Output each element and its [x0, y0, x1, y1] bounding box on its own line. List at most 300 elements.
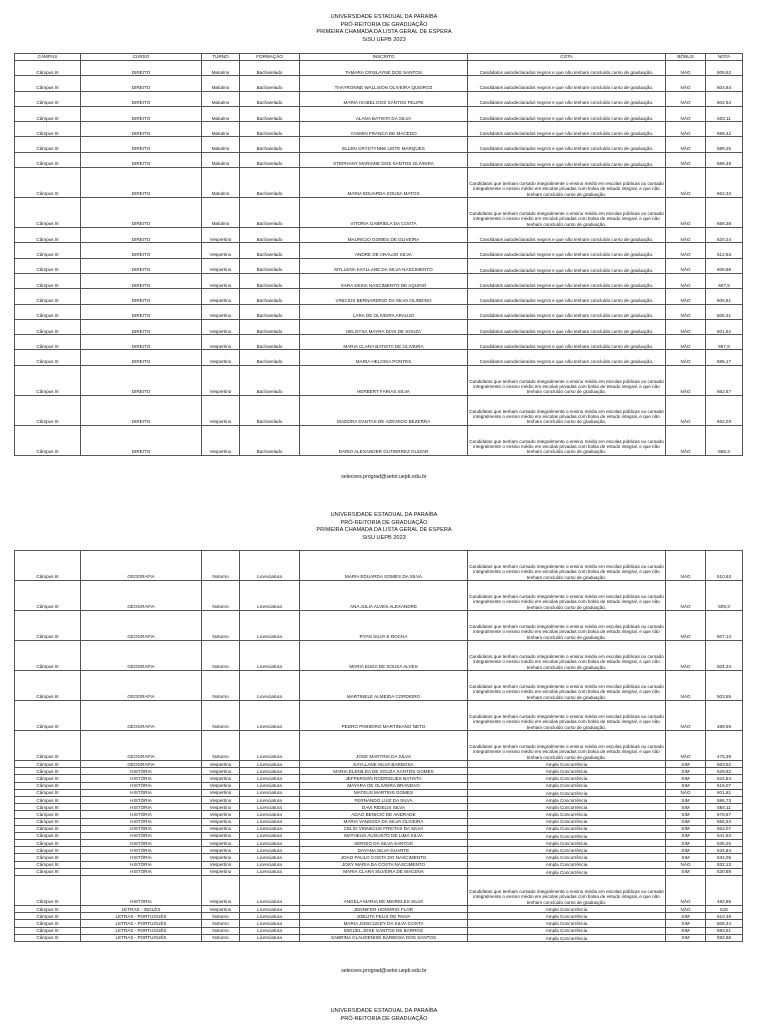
nota-cell: 535,25	[706, 840, 743, 847]
table-row	[15, 811, 743, 818]
curso-cell: DIREITO	[81, 425, 202, 455]
campus-cell: Câmpus III	[15, 761, 81, 768]
bonus-cell: NÃO	[666, 876, 706, 906]
formacao-cell: Licenciatura	[240, 876, 300, 906]
inscrito-cell: KAYLLANE SILVA BARBOSA	[300, 761, 468, 768]
table-row	[15, 91, 743, 106]
inscrito-cell: ISADORA DANTAS DE AZEVEDO BEZERRA	[300, 395, 468, 425]
bonus-cell: NÃO	[666, 273, 706, 288]
table-row	[15, 152, 743, 167]
inscrito-cell: MARIA VANESSA DA SILVA OLIVEIRA	[300, 818, 468, 825]
inscrito-cell: ANGELA MARIA DE MEIRELES SILVA	[300, 876, 468, 906]
campus-cell: Câmpus III	[15, 106, 81, 121]
cota-cell: Candidatos autodeclarados negros e que não tenham concluído curso de graduação.	[468, 61, 666, 76]
inscrito-cell: RYAN SILVA E ROCHA	[300, 611, 468, 641]
nota-cell: 608,44	[706, 920, 743, 927]
inscrito-cell: SABRINA CLAUDENISE BARBOSA DOS SANTOS	[300, 934, 468, 941]
curso-cell: DIREITO	[81, 335, 202, 350]
inscrito-cell: FERNANDO LUIZ DA SILVA	[300, 796, 468, 803]
curso-cell: GEOGRAFIA	[81, 731, 202, 761]
turno-cell: Vespertino	[202, 804, 240, 811]
bonus-cell: NÃO	[666, 395, 706, 425]
table-row	[15, 611, 743, 641]
nota-cell: 515	[706, 906, 743, 913]
bonus-cell: NÃO	[666, 137, 706, 152]
formacao-cell: Bacharelado	[240, 289, 300, 304]
table-row	[15, 319, 743, 334]
curso-cell: HISTÓRIA	[81, 768, 202, 775]
bonus-cell: SIM	[666, 934, 706, 941]
inscrito-cell: ELLEN CRYSTYNNE LEITE MARQUES	[300, 137, 468, 152]
inscrito-cell: MARIA HELOISA PONTES	[300, 350, 468, 365]
inscrito-cell: MARIA CLARA SILVEIRA DE MACENA	[300, 868, 468, 875]
campus-cell: Câmpus III	[15, 137, 81, 152]
curso-cell: DIREITO	[81, 198, 202, 228]
inscrito-cell: MAURICIO GOMES DE OLIVEIRA	[300, 228, 468, 243]
bonus-cell: NÃO	[666, 228, 706, 243]
nota-cell: 662,03	[706, 395, 743, 425]
cota-cell: Ampla Concorrência	[468, 775, 666, 782]
formacao-cell: Bacharelado	[240, 137, 300, 152]
curso-cell: HISTÓRIA	[81, 825, 202, 832]
bonus-cell: NÃO	[666, 304, 706, 319]
formacao-cell: Bacharelado	[240, 106, 300, 121]
table-header-row	[15, 54, 743, 61]
table-row	[15, 289, 743, 304]
turno-cell: Noturno	[202, 671, 240, 701]
turno-cell: Vespertino	[202, 258, 240, 273]
turno-cell: Matutino	[202, 152, 240, 167]
formacao-cell: Bacharelado	[240, 91, 300, 106]
table-row	[15, 731, 743, 761]
nota-cell: 504,34	[706, 641, 743, 671]
curso-cell: DIREITO	[81, 350, 202, 365]
inscrito-cell: JOSE MARTINS DA SILVA	[300, 731, 468, 761]
bonus-cell: SIM	[666, 840, 706, 847]
bonus-cell: NÃO	[666, 425, 706, 455]
cota-cell: Ampla Concorrência	[468, 840, 666, 847]
inscrito-cell: VITORIA GABRIELA DA COSTA	[300, 198, 468, 228]
curso-cell: DIREITO	[81, 122, 202, 137]
formacao-cell: Licenciatura	[240, 927, 300, 934]
table-row	[15, 273, 743, 288]
inscrito-cell: MARIA ISABEL DOS SANTOS FELIPE	[300, 91, 468, 106]
inscrito-cell: STEPHANY MARIANE DOS SANTOS OLIVEIRA	[300, 152, 468, 167]
table-row	[15, 641, 743, 671]
inscrito-cell: MARTINELE ALMEIDA CORDEIRO	[300, 671, 468, 701]
turno-cell: Vespertino	[202, 228, 240, 243]
nota-cell: 475,39	[706, 731, 743, 761]
university-name: UNIVERSIDADE ESTADUAL DA PARAÍBA	[330, 1008, 438, 1014]
cota-cell: Candidatos autodeclarados negros e que não tenham concluído curso de graduação.	[468, 122, 666, 137]
cota-cell: Ampla Concorrência	[468, 854, 666, 861]
campus-cell: Câmpus III	[15, 811, 81, 818]
campus-cell: Câmpus III	[15, 258, 81, 273]
campus-cell: Câmpus III	[15, 425, 81, 455]
cota-cell: Candidatos autodeclarados negros e que não tenham concluído curso de graduação.	[468, 91, 666, 106]
bonus-cell: NÃO	[666, 581, 706, 611]
formacao-cell: Bacharelado	[240, 61, 300, 76]
inscrito-cell: ADAO BENICIO DE ANDRADE	[300, 811, 468, 818]
inscrito-cell: JEFFERSON RODRIGUES BATISTA	[300, 775, 468, 782]
inscrito-cell: SERGIO DA SILVA SANTOS	[300, 840, 468, 847]
turno-cell: Matutino	[202, 91, 240, 106]
curso-cell: LETRAS - PORTUGUÊS	[81, 920, 202, 927]
bonus-cell: SIM	[666, 768, 706, 775]
campus-cell: Câmpus III	[15, 122, 81, 137]
campus-cell: Câmpus III	[15, 198, 81, 228]
table-row	[15, 796, 743, 803]
curso-cell: HISTÓRIA	[81, 796, 202, 803]
column-header-campus: CÂMPUS	[15, 54, 81, 61]
turno-cell: Vespertino	[202, 425, 240, 455]
inscrito-cell: ALANA BATISTA DA SILVA	[300, 106, 468, 121]
table-row	[15, 789, 743, 796]
turno-cell: Vespertino	[202, 319, 240, 334]
inscrito-cell: LARA DE OLIVEIRA ARAUJO	[300, 304, 468, 319]
formacao-cell: Licenciatura	[240, 551, 300, 581]
nota-cell: 603,11	[706, 106, 743, 121]
cota-cell: Candidatos autodeclarados negros e que não tenham concluído curso de graduação.	[468, 258, 666, 273]
curso-cell: HISTÓRIA	[81, 811, 202, 818]
nota-cell: 489,69	[706, 701, 743, 731]
campus-cell: Câmpus III	[15, 920, 81, 927]
bonus-cell: NÃO	[666, 243, 706, 258]
curso-cell: LETRAS - INGLÊS	[81, 906, 202, 913]
campus-cell: Câmpus III	[15, 671, 81, 701]
cota-cell: Candidatos que tenham cursado integralmente o ensino médio em escolas públicas ou cursado integralmente o ensino médio em escolas privadas com bolsa de estudo integral, e que não tenham concluído curso de graduação.	[468, 365, 666, 395]
table-row	[15, 768, 743, 775]
campus-cell: Câmpus III	[15, 775, 81, 782]
formacao-cell: Bacharelado	[240, 76, 300, 91]
curso-cell: HISTÓRIA	[81, 832, 202, 839]
cota-cell: Candidatos que tenham cursado integralmente o ensino médio em escolas públicas ou cursado integralmente o ensino médio em escolas privadas com bolsa de estudo integral, e que não tenham concluído curso de graduação.	[468, 425, 666, 455]
bonus-cell: SIM	[666, 927, 706, 934]
page-header-1	[0, 14, 768, 44]
bonus-cell: NÃO	[666, 91, 706, 106]
table-row	[15, 920, 743, 927]
campus-cell: Câmpus III	[15, 289, 81, 304]
cota-cell: Ampla Concorrência	[468, 832, 666, 839]
inscrito-cell: TAMARA CRISLAYNE DOS SANTOS	[300, 61, 468, 76]
inscrito-cell: CELIO VINNICIUS FREITAS DA SILVA	[300, 825, 468, 832]
campus-cell: Câmpus III	[15, 854, 81, 861]
bonus-cell: SIM	[666, 775, 706, 782]
table-row	[15, 106, 743, 121]
table-row	[15, 304, 743, 319]
turno-cell: Matutino	[202, 76, 240, 91]
formacao-cell: Bacharelado	[240, 152, 300, 167]
formacao-cell: Bacharelado	[240, 425, 300, 455]
table-row	[15, 168, 743, 198]
cota-cell: Ampla Concorrência	[468, 782, 666, 789]
formacao-cell: Bacharelado	[240, 395, 300, 425]
page-header-3	[0, 1008, 768, 1023]
nota-cell: 584,11	[706, 804, 743, 811]
bonus-cell: NÃO	[666, 289, 706, 304]
curso-cell: HISTÓRIA	[81, 854, 202, 861]
cota-cell: Ampla Concorrência	[468, 811, 666, 818]
campus-cell: Câmpus III	[15, 818, 81, 825]
inscrito-cell: DAVI RIDELIS SILVA	[300, 804, 468, 811]
table-row	[15, 258, 743, 273]
formacao-cell: Licenciatura	[240, 811, 300, 818]
cota-cell: Candidatos que tenham cursado integralmente o ensino médio em escolas públicas ou cursado integralmente o ensino médio em escolas privadas com bolsa de estudo integral, e que não tenham concluído curso de graduação.	[468, 701, 666, 731]
table-row	[15, 906, 743, 913]
turno-cell: Vespertino	[202, 789, 240, 796]
inscrito-cell: YASMIN FRANCA DE MACEDO	[300, 122, 468, 137]
cota-cell: Ampla Concorrência	[468, 789, 666, 796]
nota-cell: 534,06	[706, 854, 743, 861]
turno-cell: Noturno	[202, 913, 240, 920]
bonus-cell: NÃO	[666, 258, 706, 273]
formacao-cell: Licenciatura	[240, 920, 300, 927]
campus-cell: Câmpus III	[15, 304, 81, 319]
cota-cell: Candidatos que tenham cursado integralmente o ensino médio em escolas públicas ou cursado integralmente o ensino médio em escolas privadas com bolsa de estudo integral, e que não tenham concluído curso de graduação.	[468, 876, 666, 906]
table-row	[15, 395, 743, 425]
inscrito-cell: MATHEUS AUGUSTO DE LIMA SILVA	[300, 832, 468, 839]
inscrito-cell: MARIA CLARA BATISTA DE OLIVEIRA	[300, 335, 468, 350]
curso-cell: GEOGRAFIA	[81, 701, 202, 731]
formacao-cell: Licenciatura	[240, 782, 300, 789]
formacao-cell: Licenciatura	[240, 825, 300, 832]
curso-cell: DIREITO	[81, 304, 202, 319]
inscrito-cell: JOSY MARIA DA COSTA NASCIMENTO	[300, 861, 468, 868]
campus-cell: Câmpus III	[15, 832, 81, 839]
cota-cell: Candidatos autodeclarados negros e que não tenham concluído curso de graduação.	[468, 319, 666, 334]
bonus-cell: NÃO	[666, 122, 706, 137]
turno-cell: Vespertino	[202, 768, 240, 775]
campus-cell: Câmpus III	[15, 273, 81, 288]
program-name: SiSU UEPB 2023	[362, 36, 406, 43]
curso-cell: DIREITO	[81, 137, 202, 152]
inscrito-cell: THAYRONNE WALLISON OLIVEIRA QUEIROZ	[300, 76, 468, 91]
inscrito-cell: MYLLENA KAYLLANE DA SILVA NASCIMENTO	[300, 258, 468, 273]
campus-cell: Câmpus III	[15, 551, 81, 581]
nota-cell: 604,64	[706, 91, 743, 106]
formacao-cell: Licenciatura	[240, 804, 300, 811]
campus-cell: Câmpus III	[15, 350, 81, 365]
campus-cell: Câmpus III	[15, 861, 81, 868]
table-row	[15, 825, 743, 832]
turno-cell: Vespertino	[202, 876, 240, 906]
bonus-cell: NÃO	[666, 701, 706, 731]
turno-cell: Vespertino	[202, 811, 240, 818]
inscrito-cell: MARIA EUDA DE SOUSA ALVES	[300, 641, 468, 671]
formacao-cell: Bacharelado	[240, 228, 300, 243]
table-row	[15, 581, 743, 611]
curso-cell: DIREITO	[81, 106, 202, 121]
formacao-cell: Bacharelado	[240, 198, 300, 228]
campus-cell: Câmpus III	[15, 152, 81, 167]
campus-cell: Câmpus III	[15, 868, 81, 875]
nota-cell: 578,67	[706, 811, 743, 818]
university-name: UNIVERSIDADE ESTADUAL DA PARAÍBA	[330, 512, 438, 518]
bonus-cell: SIM	[666, 825, 706, 832]
department-name: PRÓ-REITORIA DE GRADUAÇÃO	[340, 1015, 428, 1022]
cota-cell: Candidatos autodeclarados negros e que não tenham concluído curso de graduação.	[468, 350, 666, 365]
nota-cell: 662,67	[706, 365, 743, 395]
nota-cell: 556,63	[706, 818, 743, 825]
bonus-cell: NÃO	[666, 61, 706, 76]
formacao-cell: Licenciatura	[240, 611, 300, 641]
cota-cell: Ampla Concorrência	[468, 761, 666, 768]
bonus-cell: NÃO	[666, 319, 706, 334]
formacao-cell: Licenciatura	[240, 854, 300, 861]
curso-cell: GEOGRAFIA	[81, 611, 202, 641]
inscrito-cell: DARIO ALEXANDER GUTIERREZ GUIZAR	[300, 425, 468, 455]
formacao-cell: Bacharelado	[240, 122, 300, 137]
curso-cell: HISTÓRIA	[81, 818, 202, 825]
campus-cell: Câmpus III	[15, 701, 81, 731]
bonus-cell: NÃO	[666, 76, 706, 91]
cota-cell: Candidatos autodeclarados negros e que não tenham concluído curso de graduação.	[468, 106, 666, 121]
table-row	[15, 701, 743, 731]
turno-cell: Noturno	[202, 920, 240, 927]
turno-cell: Vespertino	[202, 775, 240, 782]
nota-cell: 608,86	[706, 258, 743, 273]
formacao-cell: Bacharelado	[240, 335, 300, 350]
curso-cell: HISTÓRIA	[81, 861, 202, 868]
nota-cell: 609,62	[706, 61, 743, 76]
campus-cell: Câmpus III	[15, 840, 81, 847]
inscrito-cell: JOAO PAULO COSTA DO NASCIMENTO	[300, 854, 468, 861]
cota-cell: Ampla Concorrência	[468, 847, 666, 854]
turno-cell: Noturno	[202, 731, 240, 761]
turno-cell: Vespertino	[202, 825, 240, 832]
table-row	[15, 243, 743, 258]
turno-cell: Noturno	[202, 551, 240, 581]
inscrito-cell: SARA KESIA NASCIMENTO DE AQUINO	[300, 273, 468, 288]
inscrito-cell: ANA JULIA ALVES ALEXANDRE	[300, 581, 468, 611]
turno-cell: Matutino	[202, 122, 240, 137]
table-row	[15, 782, 743, 789]
cota-cell: Candidatos autodeclarados negros e que não tenham concluído curso de graduação.	[468, 289, 666, 304]
table-row	[15, 137, 743, 152]
cota-cell: Ampla Concorrência	[468, 768, 666, 775]
turno-cell: Vespertino	[202, 832, 240, 839]
cota-cell: Candidatos autodeclarados negros e que não tenham concluído curso de graduação.	[468, 304, 666, 319]
turno-cell: Noturno	[202, 611, 240, 641]
inscrito-cell: HELOYSA MAYRA DIAS DE SOUZA	[300, 319, 468, 334]
bonus-cell: SIM	[666, 796, 706, 803]
formacao-cell: Bacharelado	[240, 243, 300, 258]
curso-cell: DIREITO	[81, 168, 202, 198]
turno-cell: Vespertino	[202, 761, 240, 768]
cota-cell: Ampla Concorrência	[468, 927, 666, 934]
cota-cell: Ampla Concorrência	[468, 804, 666, 811]
formacao-cell: Bacharelado	[240, 258, 300, 273]
bonus-cell: NÃO	[666, 168, 706, 198]
nota-cell: 593,51	[706, 927, 743, 934]
formacao-cell: Licenciatura	[240, 671, 300, 701]
bonus-cell: NÃO	[666, 611, 706, 641]
campus-cell: Câmpus III	[15, 927, 81, 934]
campus-cell: Câmpus III	[15, 804, 81, 811]
curso-cell: HISTÓRIA	[81, 847, 202, 854]
cota-cell: Candidatos que tenham cursado integralmente o ensino médio em escolas públicas ou cursado integralmente o ensino médio em escolas privadas com bolsa de estudo integral, e que não tenham concluído curso de graduação.	[468, 168, 666, 198]
nota-cell: 534,84	[706, 847, 743, 854]
curso-cell: GEOGRAFIA	[81, 671, 202, 701]
turno-cell: Vespertino	[202, 796, 240, 803]
turno-cell: Vespertino	[202, 335, 240, 350]
bonus-cell: SIM	[666, 920, 706, 927]
inscrito-cell: MIGUEL JOSE SANTOS DE BARROS	[300, 927, 468, 934]
column-header-bonus: BÔNUS	[666, 54, 706, 61]
table-row	[15, 335, 743, 350]
formacao-cell: Licenciatura	[240, 868, 300, 875]
column-header-inscrito: INSCRITO	[300, 54, 468, 61]
campus-cell: Câmpus III	[15, 913, 81, 920]
campus-cell: Câmpus III	[15, 731, 81, 761]
cota-cell: Candidatos autodeclarados negros e que não tenham concluído curso de graduação.	[468, 273, 666, 288]
table-row	[15, 122, 743, 137]
turno-cell: Vespertino	[202, 243, 240, 258]
curso-cell: LETRAS - PORTUGUÊS	[81, 934, 202, 941]
curso-cell: DIREITO	[81, 289, 202, 304]
curso-cell: DIREITO	[81, 228, 202, 243]
bonus-cell: NÃO	[666, 731, 706, 761]
bonus-cell: SIM	[666, 804, 706, 811]
university-name: UNIVERSIDADE ESTADUAL DA PARAÍBA	[330, 14, 438, 20]
cota-cell: Candidatos que tenham cursado integralmente o ensino médio em escolas públicas ou cursado integralmente o ensino médio em escolas privadas com bolsa de estudo integral, e que não tenham concluído curso de graduação.	[468, 641, 666, 671]
formacao-cell: Licenciatura	[240, 761, 300, 768]
curso-cell: DIREITO	[81, 91, 202, 106]
formacao-cell: Licenciatura	[240, 861, 300, 868]
department-name: PRÓ-REITORIA DE GRADUAÇÃO	[340, 21, 428, 28]
table-row	[15, 61, 743, 76]
table-row	[15, 671, 743, 701]
table-row	[15, 847, 743, 854]
cota-cell: Ampla Concorrência	[468, 920, 666, 927]
bonus-cell: SIM	[666, 782, 706, 789]
nota-cell: 482,85	[706, 876, 743, 906]
cota-cell: Candidatos que tenham cursado integralmente o ensino médio em escolas públicas ou cursado integralmente o ensino médio em escolas privadas com bolsa de estudo integral, e que não tenham concluído curso de graduação.	[468, 611, 666, 641]
inscrito-cell: MATEUS MARTINS GOMES	[300, 789, 468, 796]
inscrito-cell: MARIA EDUARDA GOMES DA SILVA	[300, 551, 468, 581]
nota-cell: 509,3	[706, 581, 743, 611]
formacao-cell: Licenciatura	[240, 768, 300, 775]
cota-cell: Candidatos que tenham cursado integralmente o ensino médio em escolas públicas ou cursado integralmente o ensino médio em escolas privadas com bolsa de estudo integral, e que não tenham concluído curso de graduação.	[468, 581, 666, 611]
campus-cell: Câmpus III	[15, 365, 81, 395]
turno-cell: Vespertino	[202, 818, 240, 825]
table-row	[15, 861, 743, 868]
nota-cell: 601,81	[706, 789, 743, 796]
turno-cell: Noturno	[202, 641, 240, 671]
cota-cell: Ampla Concorrência	[468, 861, 666, 868]
campus-cell: Câmpus III	[15, 847, 81, 854]
turno-cell: Matutino	[202, 198, 240, 228]
program-name: SiSU UEPB 2023	[362, 534, 406, 541]
formacao-cell: Licenciatura	[240, 913, 300, 920]
nota-cell: 510,63	[706, 551, 743, 581]
campus-cell: Câmpus III	[15, 768, 81, 775]
inscrito-cell: JOELITA FELIX DE PAIVA	[300, 913, 468, 920]
bonus-cell: NÃO	[666, 671, 706, 701]
cota-cell: Candidatos autodeclarados negros e que não tenham concluído curso de graduação.	[468, 335, 666, 350]
table-row	[15, 832, 743, 839]
inscrito-cell: MAYARA DE OLIVEIRA BRANDAO	[300, 782, 468, 789]
nota-cell: 599,25	[706, 137, 743, 152]
curso-cell: GEOGRAFIA	[81, 581, 202, 611]
curso-cell: DIREITO	[81, 319, 202, 334]
cota-cell: Candidatos autodeclarados negros e que não tenham concluído curso de graduação.	[468, 137, 666, 152]
table-row	[15, 365, 743, 395]
table-row	[15, 818, 743, 825]
cota-cell: Candidatos autodeclarados negros e que não tenham concluído curso de graduação.	[468, 243, 666, 258]
campus-cell: Câmpus III	[15, 228, 81, 243]
turno-cell: Vespertino	[202, 782, 240, 789]
